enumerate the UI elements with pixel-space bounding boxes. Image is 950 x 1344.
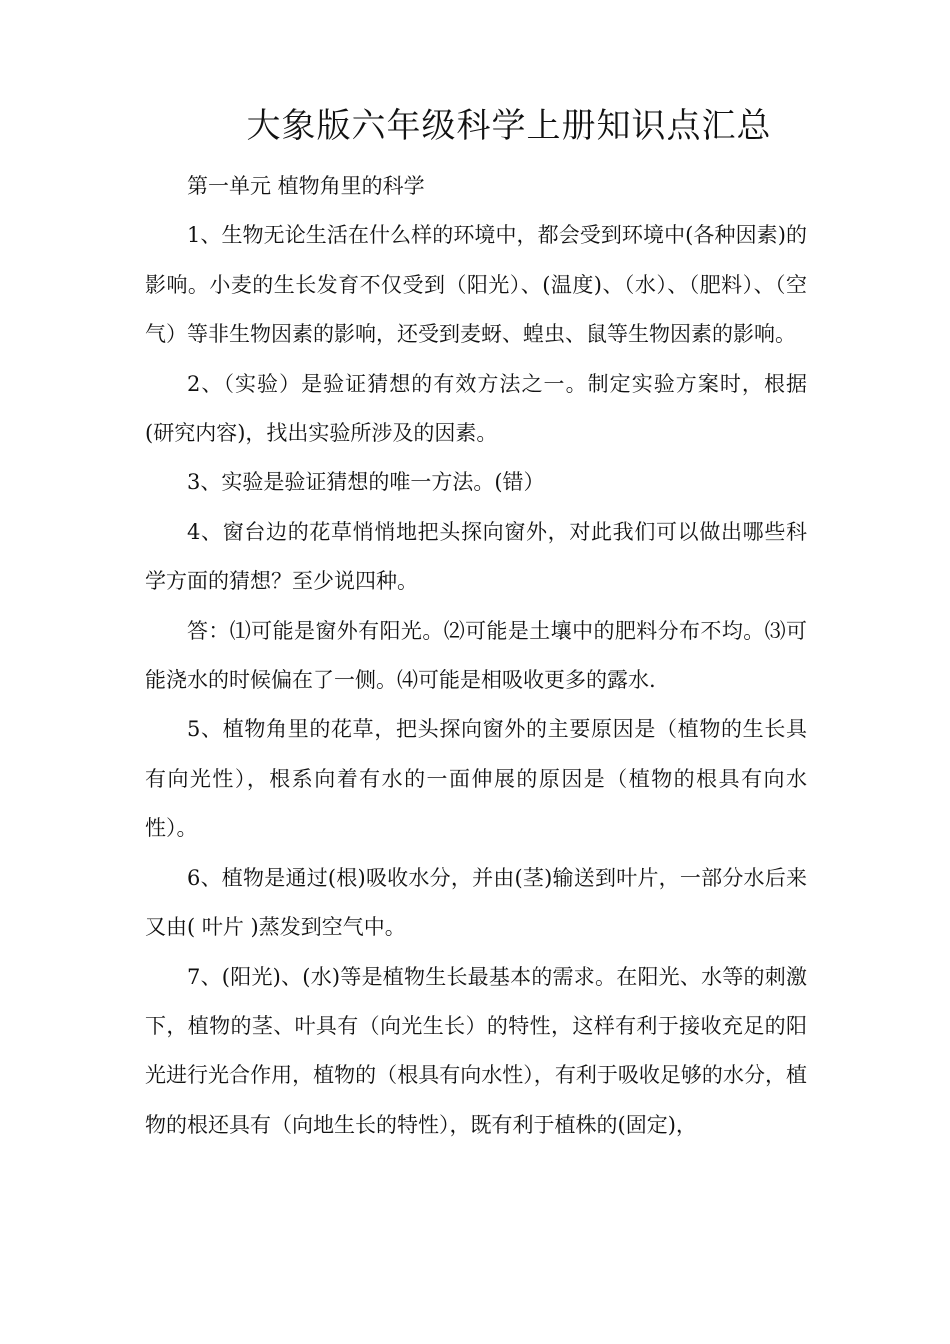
paragraph-4: 4、窗台边的花草悄悄地把头探向窗外，对此我们可以做出哪些科学方面的猜想？至少说四种。: [145, 519, 807, 594]
document-title: 大象版六年级科学上册知识点汇总: [246, 106, 772, 146]
paragraph-7: 7、(阳光)、(水)等是植物生长最基本的需求。在阳光、水等的刺激下，植物的茎、叶具有（向光生长）的特性，这样有利于接收充足的阳光进行光合作用，植物的（根具有向水性），有利于吸收足够的水分，植物的根还具有（向地生长的特性），既有利于植株的(固定)，: [145, 964, 807, 1137]
paragraph-1: 1、生物无论生活在什么样的环境中，都会受到环境中(各种因素)的影响。小麦的生长发育不仅受到（阳光）、(温度)、（水）、（肥料）、（空气）等非生物因素的影响，还受到麦蚜、蝗虫、鼠等生物因素的影响。: [145, 223, 807, 347]
answer-paragraph: 答：⑴可能是窗外有阳光。⑵可能是土壤中的肥料分布不均。⑶可能浇水的时候偏在了一侧。⑷可能是相吸收更多的露水.: [145, 618, 807, 693]
unit-heading: 第一单元 植物角里的科学: [187, 174, 425, 198]
document-body: [145, 162, 807, 1150]
paragraph-5: 5、植物角里的花草，把头探向窗外的主要原因是（植物的生长具有向光性），根系向着有水的一面伸展的原因是（植物的根具有向水性）。: [145, 717, 807, 841]
paragraph-3: 3、实验是验证猜想的唯一方法。(错）: [187, 470, 545, 495]
paragraph-6: 6、植物是通过(根)吸收水分，并由(茎)输送到叶片，一部分水后来又由( 叶片 )蒸发到空气中。: [145, 865, 807, 940]
paragraph-2: 2、（实验）是验证猜想的有效方法之一。制定实验方案时，根据(研究内容)，找出实验所涉及的因素。: [145, 371, 807, 446]
